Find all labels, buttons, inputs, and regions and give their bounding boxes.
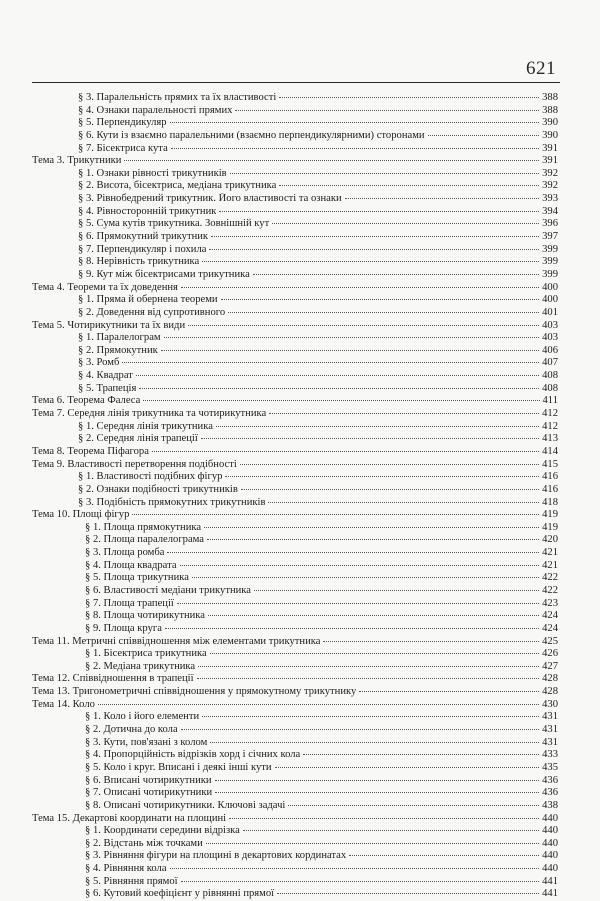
- toc-entry-title: § 7. Описані чотирикутники: [85, 787, 213, 799]
- toc-dot-leader: [209, 249, 539, 250]
- toc-entry-page: 441: [542, 888, 558, 900]
- toc-section-row: [32, 180, 558, 193]
- toc-entry-page: 394: [542, 205, 558, 217]
- toc-dot-leader: [201, 438, 539, 439]
- toc-entry-title: § 8. Площа чотирикутника: [85, 610, 205, 622]
- toc-entry-title: § 5. Рівняння прямої: [85, 875, 178, 887]
- toc-entry-title: § 7. Площа трапеції: [85, 597, 174, 609]
- toc-entry-title: § 1. Ознаки рівності трикутників: [78, 167, 227, 179]
- toc-entry-title: § 2. Дотична до кола: [85, 724, 178, 736]
- toc-entry-page: 390: [542, 129, 558, 141]
- toc-dot-leader: [197, 678, 540, 679]
- toc-entry-title: § 1. Пряма й обернена теореми: [78, 294, 218, 306]
- toc-section-row: [32, 572, 558, 585]
- toc-dot-leader: [240, 464, 539, 465]
- toc-dot-leader: [235, 110, 539, 111]
- toc-entry-page: 390: [542, 117, 558, 129]
- toc-entry-page: 421: [542, 559, 558, 571]
- toc-topic-row: [32, 320, 558, 333]
- toc-dot-leader: [181, 729, 539, 730]
- toc-entry-title: Тема 6. Теорема Фалеса: [32, 395, 141, 407]
- toc-section-row: [32, 825, 558, 838]
- toc-dot-leader: [229, 818, 539, 819]
- toc-topic-row: [32, 459, 558, 472]
- toc-entry-page: 412: [542, 420, 558, 432]
- toc-entry-page: 403: [542, 332, 558, 344]
- toc-dot-leader: [204, 527, 539, 528]
- toc-section-row: [32, 244, 558, 257]
- toc-section-row: [32, 206, 558, 219]
- toc-dot-leader: [180, 565, 540, 566]
- toc-dot-leader: [269, 413, 539, 414]
- toc-entry-page: 397: [542, 231, 558, 243]
- toc-entry-title: § 4. Площа квадрата: [85, 559, 177, 571]
- toc-entry-page: 388: [542, 92, 558, 103]
- toc-section-row: [32, 484, 558, 497]
- toc-entry-title: § 2. Медіана трикутника: [85, 660, 196, 672]
- toc-entry-page: 430: [542, 698, 558, 710]
- toc-dot-leader: [359, 691, 539, 692]
- toc-entry-title: § 1. Властивості подібних фігур: [78, 471, 223, 483]
- toc-entry-title: Тема 12. Співвідношення в трапеції: [32, 673, 194, 685]
- toc-entry-page: 426: [542, 648, 558, 660]
- toc-dot-leader: [192, 577, 539, 578]
- toc-entry-page: 422: [542, 584, 558, 596]
- toc-entry-title: § 2. Доведення від супротивного: [78, 306, 226, 318]
- toc-dot-leader: [253, 274, 539, 275]
- toc-section-row: [32, 737, 558, 750]
- toc-entry-title: § 6. Кути із взаємно паралельними (взаємно перпендикулярними) сторонами: [78, 129, 425, 141]
- toc-section-row: [32, 168, 558, 181]
- toc-dot-leader: [164, 337, 540, 338]
- toc-entry-page: 400: [542, 281, 558, 293]
- toc-dot-leader: [211, 236, 539, 237]
- toc-entry-page: 441: [542, 875, 558, 887]
- toc-entry-title: § 3. Рівнобедрений трикутник. Його властивості та ознаки: [78, 193, 342, 205]
- toc-topic-row: [32, 282, 558, 295]
- toc-entry-page: 431: [542, 736, 558, 748]
- toc-topic-row: [32, 686, 558, 699]
- toc-section-row: [32, 218, 558, 231]
- toc-section-row: [32, 143, 558, 156]
- toc-entry-page: 440: [542, 812, 558, 824]
- toc-dot-leader: [215, 792, 539, 793]
- toc-dot-leader: [210, 653, 539, 654]
- toc-section-row: [32, 560, 558, 573]
- toc-entry-title: Тема 10. Площі фігур: [32, 509, 130, 521]
- toc-entry-page: 435: [542, 761, 558, 773]
- toc-entry-page: 438: [542, 799, 558, 811]
- toc-dot-leader: [279, 185, 539, 186]
- toc-section-row: [32, 117, 558, 130]
- toc-entry-page: 431: [542, 724, 558, 736]
- toc-entry-title: § 5. Коло і круг. Вписані і деякі інші кути: [85, 761, 272, 773]
- toc-section-row: [32, 370, 558, 383]
- toc-entry-title: § 2. Ознаки подібності трикутників: [78, 483, 238, 495]
- toc-dot-leader: [216, 426, 539, 427]
- toc-entry-page: 392: [542, 167, 558, 179]
- toc-dot-leader: [170, 122, 540, 123]
- toc-entry-page: 422: [542, 572, 558, 584]
- toc-entry-page: 396: [542, 218, 558, 230]
- toc-section-row: [32, 623, 558, 636]
- toc-entry-title: § 1. Паралелограм: [78, 332, 161, 344]
- toc-section-row: [32, 92, 558, 105]
- toc-entry-title: Тема 14. Коло: [32, 698, 95, 710]
- toc-entry-title: § 8. Нерівність трикутника: [78, 256, 200, 268]
- toc-entry-page: 424: [542, 622, 558, 634]
- toc-entry-title: § 1. Бісектриса трикутника: [85, 648, 207, 660]
- toc-dot-leader: [275, 767, 540, 768]
- toc-dot-leader: [202, 261, 539, 262]
- toc-entry-page: 391: [542, 155, 558, 167]
- toc-section-row: [32, 850, 558, 863]
- toc-section-row: [32, 256, 558, 269]
- toc-section-row: [32, 345, 558, 358]
- toc-dot-leader: [288, 805, 539, 806]
- toc-entry-page: 440: [542, 837, 558, 849]
- toc-entry-page: 425: [542, 635, 558, 647]
- toc-entry-page: 418: [542, 496, 558, 508]
- toc-entry-title: Тема 7. Середня лінія трикутника та чотирикутника: [32, 408, 267, 420]
- toc-dot-leader: [132, 514, 539, 515]
- toc-section-row: [32, 294, 558, 307]
- toc-entry-page: 440: [542, 825, 558, 837]
- toc-entry-page: 419: [542, 509, 558, 521]
- toc-entry-title: § 2. Середня лінія трапеції: [78, 433, 198, 445]
- toc-entry-title: § 3. Площа ромба: [85, 547, 165, 559]
- toc-dot-leader: [207, 539, 539, 540]
- toc-dot-leader: [198, 666, 539, 667]
- toc-section-row: [32, 888, 558, 901]
- toc-entry-page: 403: [542, 319, 558, 331]
- toc-entry-page: 421: [542, 547, 558, 559]
- toc-entry-page: 388: [542, 104, 558, 116]
- toc-entry-title: § 5. Площа трикутника: [85, 572, 189, 584]
- toc-section-row: [32, 522, 558, 535]
- toc-dot-leader: [181, 881, 540, 882]
- toc-entry-title: Тема 4. Теореми та їх доведення: [32, 281, 178, 293]
- toc-section-row: [32, 357, 558, 370]
- toc-section-row: [32, 585, 558, 598]
- toc-section-row: [32, 383, 558, 396]
- toc-dot-leader: [139, 388, 539, 389]
- toc-entry-page: 411: [542, 395, 558, 407]
- toc-dot-leader: [165, 628, 539, 629]
- toc-entry-title: § 4. Ознаки паралельності прямих: [78, 104, 233, 116]
- toc-entry-page: 420: [542, 534, 558, 546]
- toc-entry-page: 392: [542, 180, 558, 192]
- toc-section-row: [32, 231, 558, 244]
- toc-entry-page: 407: [542, 357, 558, 369]
- toc-entry-page: 433: [542, 749, 558, 761]
- toc-topic-row: [32, 699, 558, 712]
- toc-entry-title: § 6. Властивості медіани трикутника: [85, 584, 251, 596]
- header-rule: [32, 82, 560, 83]
- toc-dot-leader: [254, 590, 539, 591]
- toc-entry-page: 412: [542, 408, 558, 420]
- toc-topic-row: [32, 673, 558, 686]
- toc-dot-leader: [349, 855, 539, 856]
- toc-entry-title: Тема 3. Трикутники: [32, 155, 122, 167]
- toc-entry-page: 399: [542, 243, 558, 255]
- toc-entry-title: § 6. Кутовий коефіцієнт у рівнянні прямої: [85, 888, 275, 900]
- toc-dot-leader: [241, 489, 539, 490]
- toc-topic-row: [32, 509, 558, 522]
- toc-entry-page: 436: [542, 774, 558, 786]
- toc-section-row: [32, 800, 558, 813]
- toc-section-row: [32, 724, 558, 737]
- toc-section-row: [32, 648, 558, 661]
- toc-entry-title: Тема 13. Тригонометричні співвідношення у прямокутному трикутнику: [32, 686, 357, 698]
- toc-entry-page: 440: [542, 850, 558, 862]
- toc-dot-leader: [181, 287, 539, 288]
- toc-dot-leader: [428, 135, 540, 136]
- toc-section-row: [32, 762, 558, 775]
- toc-entry-page: 416: [542, 483, 558, 495]
- toc-entry-page: 393: [542, 193, 558, 205]
- toc-section-row: [32, 876, 558, 889]
- toc-dot-leader: [215, 780, 540, 781]
- toc-entry-page: 428: [542, 686, 558, 698]
- toc-dot-leader: [136, 375, 539, 376]
- toc-section-row: [32, 711, 558, 724]
- toc-entry-title: § 2. Висота, бісектриса, медіана трикутника: [78, 180, 277, 192]
- toc-dot-leader: [225, 476, 539, 477]
- toc-entry-page: 436: [542, 787, 558, 799]
- toc-dot-leader: [188, 325, 539, 326]
- toc-topic-row: [32, 636, 558, 649]
- toc-entry-title: § 4. Рівняння кола: [85, 863, 167, 875]
- toc-dot-leader: [277, 893, 539, 894]
- toc-dot-leader: [152, 451, 539, 452]
- toc-entry-page: 408: [542, 370, 558, 382]
- toc-section-row: [32, 433, 558, 446]
- toc-entry-title: § 3. Кути, пов'язані з колом: [85, 736, 208, 748]
- toc-entry-page: 415: [542, 458, 558, 470]
- toc-topic-row: [32, 395, 558, 408]
- toc-entry-page: 431: [542, 711, 558, 723]
- toc-entry-title: § 5. Перпендикуляр: [78, 117, 167, 129]
- toc-section-row: [32, 661, 558, 674]
- toc-topic-row: [32, 408, 558, 421]
- toc-entry-title: § 1. Координати середини відрізка: [85, 825, 240, 837]
- toc-entry-page: 440: [542, 863, 558, 875]
- toc-entry-title: § 1. Коло і його елементи: [85, 711, 200, 723]
- toc-section-row: [32, 838, 558, 851]
- toc-entry-title: § 8. Описані чотирикутники. Ключові задачі: [85, 799, 286, 811]
- toc-entry-page: 427: [542, 660, 558, 672]
- toc-entry-title: § 4. Квадрат: [78, 370, 133, 382]
- toc-section-row: [32, 471, 558, 484]
- toc-dot-leader: [323, 641, 539, 642]
- toc-dot-leader: [268, 502, 539, 503]
- toc-entry-title: § 6. Прямокутний трикутник: [78, 231, 209, 243]
- toc-dot-leader: [230, 173, 539, 174]
- toc-dot-leader: [228, 312, 539, 313]
- toc-entry-title: § 4. Рівносторонній трикутник: [78, 205, 217, 217]
- toc-entry-title: § 2. Площа паралелограма: [85, 534, 204, 546]
- toc-entry-page: 414: [542, 445, 558, 457]
- toc-entry-page: 424: [542, 610, 558, 622]
- toc-section-row: [32, 307, 558, 320]
- toc-dot-leader: [177, 603, 539, 604]
- toc-entry-title: § 5. Сума кутів трикутника. Зовнішній кут: [78, 218, 270, 230]
- toc-section-row: [32, 193, 558, 206]
- toc-entry-title: § 7. Перпендикуляр і похила: [78, 243, 207, 255]
- toc-dot-leader: [206, 843, 539, 844]
- toc-dot-leader: [345, 198, 539, 199]
- toc-entry-page: 399: [542, 268, 558, 280]
- toc-topic-row: [32, 813, 558, 826]
- toc-section-row: [32, 749, 558, 762]
- toc-entry-title: § 6. Вписані чотирикутники: [85, 774, 212, 786]
- table-of-contents: [32, 92, 558, 901]
- toc-entry-page: 428: [542, 673, 558, 685]
- toc-entry-title: § 9. Площа круга: [85, 622, 162, 634]
- toc-dot-leader: [208, 615, 539, 616]
- toc-section-row: [32, 610, 558, 623]
- page-number: 621: [526, 58, 556, 79]
- toc-dot-leader: [219, 211, 539, 212]
- toc-section-row: [32, 421, 558, 434]
- toc-dot-leader: [272, 223, 539, 224]
- toc-entry-page: 416: [542, 471, 558, 483]
- toc-dot-leader: [98, 704, 539, 705]
- toc-entry-page: 400: [542, 294, 558, 306]
- toc-dot-leader: [122, 362, 539, 363]
- toc-entry-title: § 3. Рівняння фігури на площині в декартових кординатах: [85, 850, 347, 862]
- toc-entry-title: § 9. Кут між бісектрисами трикутника: [78, 268, 250, 280]
- toc-dot-leader: [279, 97, 539, 98]
- toc-section-row: [32, 269, 558, 282]
- toc-section-row: [32, 534, 558, 547]
- toc-dot-leader: [303, 754, 539, 755]
- toc-entry-title: § 3. Паралельність прямих та їх властивості: [78, 92, 277, 103]
- toc-entry-title: Тема 8. Теорема Піфагора: [32, 445, 149, 457]
- toc-section-row: [32, 547, 558, 560]
- toc-section-row: [32, 332, 558, 345]
- toc-entry-title: § 1. Площа прямокутника: [85, 521, 202, 533]
- toc-section-row: [32, 787, 558, 800]
- toc-entry-title: Тема 5. Чотирикутники та їх види: [32, 319, 186, 331]
- toc-entry-title: § 5. Трапеція: [78, 382, 137, 394]
- toc-entry-page: 419: [542, 521, 558, 533]
- toc-dot-leader: [170, 868, 540, 869]
- toc-dot-leader: [161, 350, 539, 351]
- toc-section-row: [32, 130, 558, 143]
- toc-entry-title: § 2. Прямокутник: [78, 344, 158, 356]
- toc-dot-leader: [167, 552, 539, 553]
- toc-dot-leader: [202, 716, 539, 717]
- toc-dot-leader: [124, 160, 539, 161]
- toc-entry-title: § 3. Подібність прямокутних трикутників: [78, 496, 266, 508]
- toc-dot-leader: [221, 299, 540, 300]
- toc-dot-leader: [143, 400, 539, 401]
- toc-dot-leader: [243, 830, 539, 831]
- toc-entry-page: 408: [542, 382, 558, 394]
- toc-entry-page: 391: [542, 142, 558, 154]
- toc-section-row: [32, 863, 558, 876]
- toc-entry-page: 399: [542, 256, 558, 268]
- toc-dot-leader: [171, 148, 539, 149]
- toc-entry-title: § 3. Ромб: [78, 357, 120, 369]
- toc-topic-row: [32, 446, 558, 459]
- toc-entry-title: § 4. Пропорційність відрізків хорд і січних кола: [85, 749, 301, 761]
- toc-topic-row: [32, 155, 558, 168]
- toc-entry-page: 413: [542, 433, 558, 445]
- toc-section-row: [32, 598, 558, 611]
- toc-entry-page: 423: [542, 597, 558, 609]
- toc-section-row: [32, 775, 558, 788]
- toc-section-row: [32, 497, 558, 510]
- toc-entry-title: § 2. Відстань між точками: [85, 837, 203, 849]
- toc-entry-title: § 1. Середня лінія трикутника: [78, 420, 213, 432]
- toc-entry-page: 406: [542, 344, 558, 356]
- toc-section-row: [32, 105, 558, 118]
- toc-entry-page: 401: [542, 306, 558, 318]
- toc-entry-title: Тема 15. Декартові координати на площині: [32, 812, 227, 824]
- toc-entry-title: Тема 9. Властивості перетворення подібності: [32, 458, 237, 470]
- toc-dot-leader: [210, 742, 539, 743]
- toc-entry-title: § 7. Бісектриса кута: [78, 142, 168, 154]
- toc-entry-title: Тема 11. Метричні співвідношення між елементами трикутника: [32, 635, 321, 647]
